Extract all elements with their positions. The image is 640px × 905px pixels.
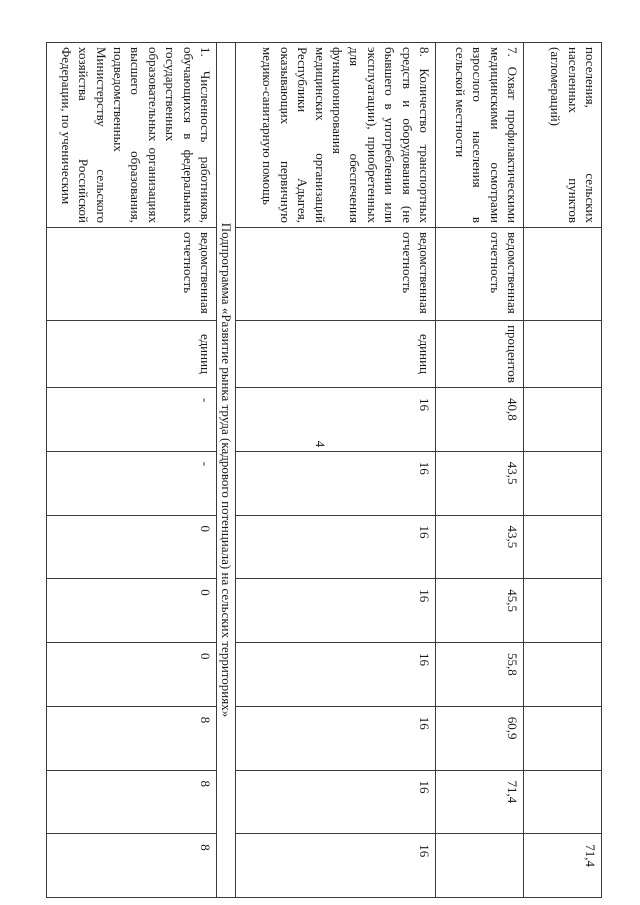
value-cell: 71,4: [436, 770, 524, 834]
value-cell: 0: [47, 515, 217, 579]
indicator-unit: единиц: [236, 321, 436, 388]
value-cell: 16: [236, 706, 436, 770]
indicator-description: поселения, сельских населенных пунктов (агломераций): [524, 43, 602, 228]
indicator-unit: единиц: [47, 321, 217, 388]
value-cell: 16: [236, 388, 436, 452]
value-cell: [524, 515, 602, 579]
value-cell: 16: [236, 451, 436, 515]
value-cell: 16: [236, 834, 436, 898]
indicator-source: ведомственная отчетность: [236, 228, 436, 321]
table-row: [47, 43, 217, 898]
indicator-source: ведомственная отчетность: [436, 228, 524, 321]
value-cell: -: [47, 451, 217, 515]
value-cell: [524, 770, 602, 834]
value-cell: 60,9: [436, 706, 524, 770]
value-cell: 45,5: [436, 579, 524, 643]
document-sheet: [48, 42, 602, 897]
indicators-table: [46, 42, 602, 898]
value-cell: 8: [47, 770, 217, 834]
value-cell: 16: [236, 515, 436, 579]
value-cell: 43,5: [436, 451, 524, 515]
value-cell: 0: [47, 579, 217, 643]
value-cell: [524, 643, 602, 707]
subprogram-row: [217, 43, 236, 898]
value-cell: [524, 579, 602, 643]
indicator-source: [524, 228, 602, 321]
value-cell: -: [47, 388, 217, 452]
value-cell: 16: [236, 643, 436, 707]
indicator-unit: процентов: [436, 321, 524, 388]
value-cell: 8: [47, 706, 217, 770]
value-cell: 71,4: [524, 834, 602, 898]
indicator-source: ведомственная отчетность: [47, 228, 217, 321]
value-cell: 43,5: [436, 515, 524, 579]
indicator-description: 1. Численность работников, обучающихся в федеральных государственных образовательных организациях высшего образования, подведомственных Министерству сельского хозяйства Российской Федерации, по ученическим: [47, 43, 217, 228]
indicator-description: 7. Охват профилактическими медицинскими осмотрами взрослого населения в сельской местности: [436, 43, 524, 228]
value-cell: 40,8: [436, 388, 524, 452]
value-cell: 55,8: [436, 643, 524, 707]
table-row: [524, 43, 602, 898]
value-cell: [436, 834, 524, 898]
page-number: 4: [313, 440, 328, 448]
value-cell: 8: [47, 834, 217, 898]
value-cell: [524, 388, 602, 452]
value-cell: [524, 706, 602, 770]
value-cell: 16: [236, 770, 436, 834]
indicator-unit: [524, 321, 602, 388]
value-cell: 16: [236, 579, 436, 643]
value-cell: [524, 451, 602, 515]
value-cell: 0: [47, 643, 217, 707]
table-row: [436, 43, 524, 898]
indicator-description: 8. Количество транспортных средств и оборудования (не бывшего в употреблении или эксплуатации), приобретенных для обеспечения функционирования медицинских организаций Республики Адыгея, оказывающих первичную медико-санитарную помощь: [236, 43, 436, 228]
subprogram-title: Подпрограмма «Развитие рынка труда (кадрового потенциала) на сельских территориях»: [217, 43, 236, 898]
table-row: [236, 43, 436, 898]
